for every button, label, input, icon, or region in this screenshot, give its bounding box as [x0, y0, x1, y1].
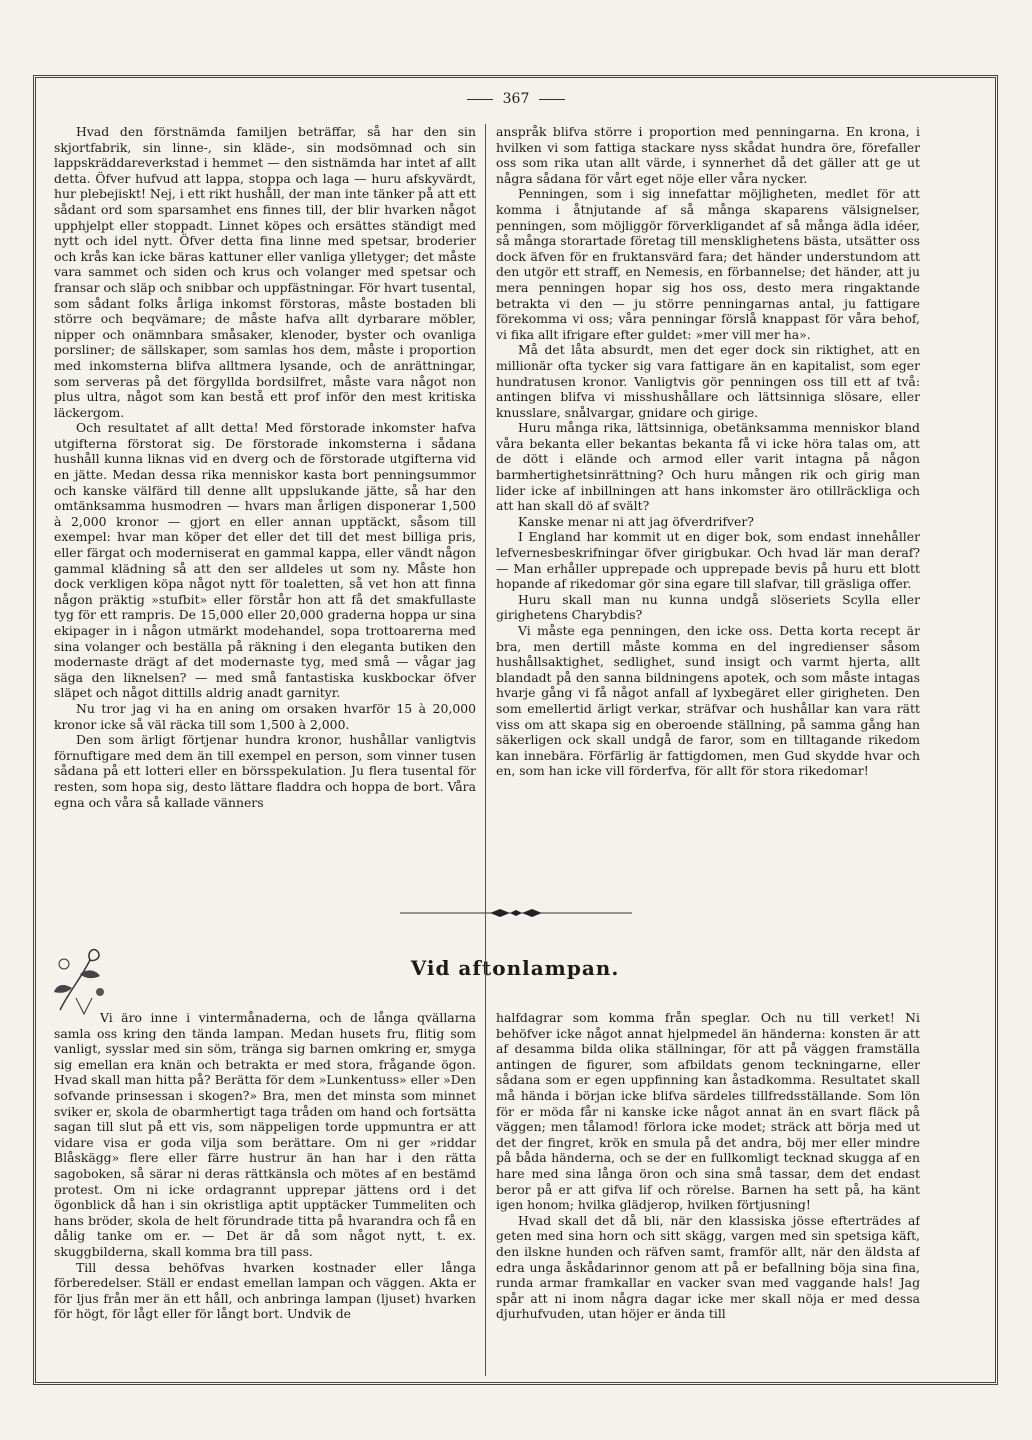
paragraph: I England har kommit ut en diger bok, som endast innehåller lefvernesbeskrifningar öfver girigbukar. Och hvad lär man deraf? — Man erhåller upprepade och upprepade bevis på huru ett blott hopande af rikedomar gör sina egare till slafvar, till gräsliga offer. [496, 529, 920, 592]
paragraph: halfdagrar som komma från speglar. Och nu till verket! Ni behöfver icke något annat hjelpmedel än händerna: konsten är att af desamma bilda olika ställningar, för att på väggen framställa antingen de figurer, som afbildats genom teckningarne, eller sådana som er egen uppfinning kan åstadkomma. Resultatet skall må hända i början icke blifva särdeles tillfredsställande. Som lön för er möda får ni kanske icke något annat än en svart fläck på väggen; men tålamod! förlora icke modet; sträck att börja med ut det der fingret, krök en smula på det andra, böj mer eller mindre på båda händerna, och se der en fullkomligt tecknad skugga af en hare med sina långa öron och sina små tassar, dem det endast beror på er att gifva lif och rörelse. Barnen ha sett på, ha känt igen honom; hvilka glädjerop, hvilken förtjusning! [496, 1010, 920, 1213]
page-number: 367 [0, 91, 1032, 107]
column-bottom-right [496, 1010, 920, 1376]
paragraph: Nu tror jag vi ha en aning om orsaken hvarför 15 à 20,000 kronor icke så väl räcka till som 1,500 à 2,000. [54, 700, 476, 732]
section-divider-ornament [400, 908, 632, 918]
paragraph: Den som ärligt förtjenar hundra kronor, hushållar vanligtvis förnuftigare med dem än till exempel en person, som vinner tusen sådana på ett lotteri eller en börsspekulation. Ju flera tusental för resten, som hopa sig, desto lättare fladdra och hoppa de bort. Våra egna och våra så kallade vänners [54, 732, 476, 810]
paragraph: Till dessa behöfvas hvarken kostnader eller långa förberedelser. Ställ er endast emellan lampan och väggen. Akta er för ljus från mer än ett håll, och anbringa lampan (ljuset) hvarken för högt, för lågt eller för långt bort. Undvik de [54, 1259, 476, 1322]
paragraph: Huru många rika, lättsinniga, obetänksamma menniskor bland våra bekanta eller bekantas bekanta få vi icke höra talas om, att de dött i elände och armod eller varit intagna på någon barmhertighetsinrättning? Och huru mången rik och girig man lider icke af inbillningen att hans inkomster äro otillräckliga och att han skall dö af svält? [496, 420, 920, 514]
paragraph: Kanske menar ni att jag öfverdrifver? [518, 513, 754, 529]
paragraph: Penningen, som i sig innefattar möjligheten, medlet för att komma i åtnjutande af så många skaparens välsignelser, penningen, som möjliggör förverkligandet af så många ädla idéer, så många storartade företag till mensklighetens bästa, utsätter oss dock äfven för en fruktansvärd fara; det händer understundom att den utgör ett straff, en Nemesis, en förbannelse; det händer, att ju mera penningen hopar sig hos oss, desto mera ringaktande betrakta vi den — ju större penningarnas antal, ju fattigare förekomma vi oss; våra penningar förslå knappast för våra behof, vi fika allt ifrigare efter guldet: »mer vill mer ha». [496, 186, 920, 342]
paragraph: Hvad skall det då bli, när den klassiska jösse efterträdes af geten med sina horn och sitt skägg, vargen med sin spetsiga käft, den ilskne hunden och räfven samt, framför allt, när den äldsta af edra unga åskådarinnor genom att på er befallning böja sina fina, runda armar framkallar en vacker svan med vaggande hals! Jag spår att ni inom några dagar icke mer skall nöja er med dessa djurhufvuden, utan höjer er ända till [496, 1212, 920, 1322]
column-divider [485, 738, 486, 1376]
paragraph: Må det låta absurdt, men det eger dock sin riktighet, att en millionär ofta tycker sig vara fattigare än en kapitalist, som eger hundratusen kronor. Vanligtvis gör penningen oss till ett af två: antingen blifva vi misshushållare och lättsinniga slösare, eller knusslare, snålvargar, gnidare och girige. [496, 342, 920, 420]
column-top-left [54, 124, 476, 890]
floral-initial-ornament-icon [50, 940, 114, 1018]
column-top-right [496, 124, 920, 890]
paragraph: Och resultatet af allt detta! Med förstorade inkomster hafva utgifterna förstorat sig. De förstorade inkomsterna i sådana hushåll kunna liknas vid en dverg och de förstorade utgifterna vid en jätte. Medan dessa rika menniskor kasta bort penningsummor och kanske välfärd till denne allt uppslukande jätte, så har den omtänksamma husmodren — hvars man årligen disponerar 1,500 à 2,000 kronor — gjort en eller annan upptäckt, såsom till exempel: hvar man köper det eller det till det mest billiga pris, eller färgat och moderniserat en gammal kappa, eller vändt någon gammal klädning så att den ser alldeles ut som ny. Måste hon dock verkligen köpa något nytt för toaletten, så vet hon att finna någon präktig »stufbit» eller förstår hon att få det smakfullaste tyg för ett rampris. De 15,000 eller 20,000 graderna hoppa ur sina ekipager in i någon utmärkt modehandel, sopa trottoarerna med sina volanger och beställa på räkning i den eleganta butiken den modernaste drägt af det modernaste tyg, med små — vågar jag säga den liknelsen? — med små fantastiska kuskbockar öfver släpet och något dittills aldrig anadt garnityr. [54, 420, 476, 701]
paragraph: Huru skall man nu kunna undgå slöseriets Scylla eller girighetens Charybdis? [496, 591, 920, 623]
article-title: Vid aftonlampan. [410, 956, 620, 980]
paragraph: Hvad den förstnämda familjen beträffar, så har den sin skjortfabrik, sin linne-, sin kläde-, sin modsömnad och sin lappskräddareverkstad i hemmet — den sistnämda har intet af allt detta. Öfver hufvud att lappa, stoppa och laga — huru afskyvärdt, hur plebejiskt! Nej, i ett rikt hushåll, der man inte tänker på att ett sådant ord som sparsamhet ens finnes till, der blir hvarken något upphjelpt eller stoppadt. Linnet köpes och ersättes ständigt med nytt och idel nytt. Öfver detta fina linne med spetsar, broderier och krås kan icke bäras kattuner eller vanliga ylletyger; det måste vara sammet och siden och krus och volanger med spetsar och fransar och släp och snibbar och uppfästningar. För hvart tusental, som sådant folks årliga inkomst förstoras, måste bostaden bli större och beqvämare; de måste hafva allt dyrbarare möbler, nipper och onämnbara småsaker, klenoder, byster och ovanliga porsliner; de sällskaper, som samlas hos dem, måste i proportion med inkomsterna blifva alltmera lysande, och de anrättningar, som serveras på det förgyllda bordsilfret, måste vara något non plus ultra, något som kan bestå ett prof inför den mest kritiska läckergom. [54, 124, 476, 420]
paragraph: anspråk blifva större i proportion med penningarna. En krona, i hvilken vi som fattiga stackare nyss skådat hundra öre, förefaller oss som rika utan allt värde, i synnerhet då det gäller att ge ut några sådana för vårt eget nöje eller våra nycker. [496, 124, 920, 186]
paragraph: Vi måste ega penningen, den icke oss. Detta korta recept är bra, men dertill måste komma en del ingredienser såsom hushållsaktighet, sedlighet, sund insigt och varmt hjerta, allt blandadt på den sanna bildningens apotek, och som måste intagas hvarje gång vi få något anfall af lyxbegäret eller girigheten. Den som emellertid ärligt verkar, sträfvar och hushållar kan vara rätt viss om att skapa sig en oberoende ställning, på samma gång han säkerligen ock skall undgå de faror, som en tilltagande rikedom kan innebära. Förfärlig är fattigdomen, men Gud skydde hvar och en, som han icke vill förderfva, för allt för stora rikedomar! [496, 623, 920, 779]
column-bottom-left [54, 1010, 476, 1376]
paragraph: Vi äro inne i vintermånaderna, och de långa qvällarna samla oss kring den tända lampan. Medan husets fru, flitig som vanligt, sysslar med sin söm, tränga sig barnen omkring er, smyga sig emellan era knän och betrakta er med stora, frågande ögon. Hvad skall man hitta på? Berätta för dem »Lunkentuss» eller »Den sofvande prinsessan i skogen?» Bra, men det minsta som minnet sviker er, skola de obarmhertigt taga tråden om hand och fortsätta sagan till slut på ett vis, som näppeligen torde uppmuntra er att vidare visa er goda vilja som berättare. Om ni ger »riddar Blåskägg» flere eller färre hustrur än han har i den rätta sagoboken, så särar ni deras rättkänsla och mötes af en bestämd protest. Om ni icke ordagrannt upprepar jättens ord i det ögonblick då han i sin okristliga aptit upptäcker Tummeliten och hans bröder, skola de helt förundrade titta på hvarandra och få en dålig tanke om er. — Det är då som något nytt, t. ex. skuggbilderna, skall komma bra till pass. [54, 1010, 476, 1259]
